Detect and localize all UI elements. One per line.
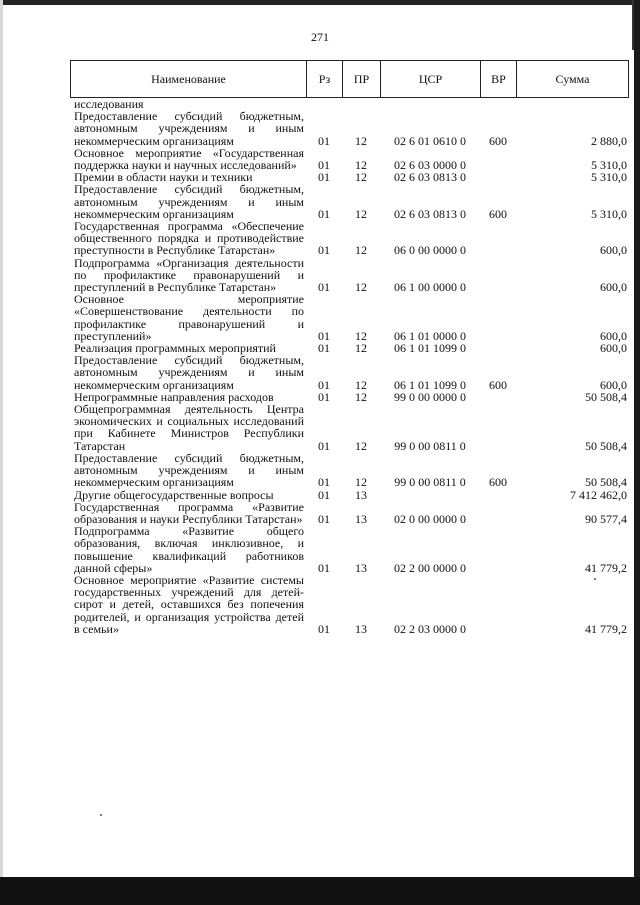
scan-border-bottom — [0, 877, 640, 905]
row-sum: 600,0 — [600, 243, 627, 258]
row-sum: 50 508,4 — [585, 475, 627, 490]
row-csr: 02 2 00 0000 0 — [394, 560, 466, 575]
table-row — [70, 525, 629, 574]
row-pr: 12 — [355, 170, 367, 185]
row-csr: 02 0 00 0000 0 — [394, 511, 466, 526]
row-csr: 06 1 01 1099 0 — [394, 377, 466, 392]
row-csr: 06 0 00 0000 0 — [394, 243, 466, 258]
table-row — [70, 147, 629, 171]
row-name: Премии в области науки и техники — [74, 170, 253, 185]
header-pr: ПР — [342, 61, 380, 97]
row-sum: 5 310,0 — [591, 158, 627, 173]
row-name: Подпрограмма «Развитие общего образования, включая инклюзивное, и повышение квалификаций работников данной сферы» — [74, 524, 304, 575]
row-rz: 01 — [318, 328, 330, 343]
table-row — [70, 110, 629, 147]
row-sum: 600,0 — [600, 328, 627, 343]
row-csr: 99 0 00 0811 0 — [394, 438, 466, 453]
row-rz: 01 — [318, 341, 330, 356]
scan-speck — [594, 578, 596, 580]
row-csr: 02 6 03 0813 0 — [394, 170, 466, 185]
row-csr: 02 2 03 0000 0 — [394, 621, 466, 636]
row-vr: 600 — [489, 133, 507, 148]
row-sum: 600,0 — [600, 377, 627, 392]
row-name: исследования — [74, 97, 144, 111]
table-row — [70, 403, 629, 452]
table-row — [70, 489, 629, 501]
row-sum: 50 508,4 — [585, 389, 627, 404]
row-name: Общепрограммная деятельность Центра экономических и социальных исследований при Кабинете Министров Республики Татарстан — [74, 402, 304, 453]
row-pr: 12 — [355, 133, 367, 148]
row-rz: 01 — [318, 377, 330, 392]
header-sum: Сумма — [516, 61, 629, 97]
scan-border-right — [634, 0, 640, 905]
row-name: Непрограммные направления расходов — [74, 389, 274, 404]
scan-speck — [100, 814, 102, 816]
row-csr: 99 0 00 0000 0 — [394, 389, 466, 404]
row-sum: 5 310,0 — [591, 206, 627, 221]
row-rz: 01 — [318, 511, 330, 526]
row-name: Предоставление субсидий бюджетным, автономным учреждениям и иным некоммерческим организациям — [74, 182, 304, 221]
table-row — [70, 183, 629, 220]
scan-border-top — [0, 0, 640, 5]
row-pr: 12 — [355, 438, 367, 453]
row-sum: 5 310,0 — [591, 170, 627, 185]
table-row — [70, 354, 629, 391]
row-csr: 06 1 01 1099 0 — [394, 341, 466, 356]
header-rz: Рз — [306, 61, 342, 97]
row-rz: 01 — [318, 133, 330, 148]
row-csr: 06 1 01 0000 0 — [394, 328, 466, 343]
row-csr: 02 6 03 0000 0 — [394, 158, 466, 173]
row-rz: 01 — [318, 206, 330, 221]
row-pr: 12 — [355, 377, 367, 392]
row-sum: 600,0 — [600, 280, 627, 295]
row-pr: 12 — [355, 341, 367, 356]
row-pr: 12 — [355, 389, 367, 404]
row-rz: 01 — [318, 243, 330, 258]
row-csr: 06 1 00 0000 0 — [394, 280, 466, 295]
row-name: Реализация программных мероприятий — [74, 341, 276, 356]
row-pr: 12 — [355, 158, 367, 173]
row-pr: 12 — [355, 280, 367, 295]
row-rz: 01 — [318, 487, 330, 502]
row-name: Предоставление субсидий бюджетным, автономным учреждениям и иным некоммерческим организациям — [74, 353, 304, 392]
row-rz: 01 — [318, 560, 330, 575]
row-pr: 12 — [355, 475, 367, 490]
header-csr: ЦСР — [380, 61, 480, 97]
row-sum: 600,0 — [600, 341, 627, 356]
table-body — [70, 98, 629, 635]
table-row — [70, 220, 629, 257]
row-pr: 13 — [355, 560, 367, 575]
row-sum: 50 508,4 — [585, 438, 627, 453]
row-rz: 01 — [318, 280, 330, 295]
row-name: Предоставление субсидий бюджетным, автономным учреждениям и иным некоммерческим организациям — [74, 109, 304, 148]
row-vr: 600 — [489, 377, 507, 392]
table-row — [70, 452, 629, 489]
row-rz: 01 — [318, 621, 330, 636]
row-name: Основное мероприятие «Государственная поддержка науки и научных исследований» — [74, 145, 304, 173]
row-name: Основное мероприятие «Совершенствование деятельности по профилактике правонарушений и преступлений» — [74, 292, 304, 343]
header-vr: ВР — [480, 61, 516, 97]
table-row — [70, 574, 629, 635]
row-rz: 01 — [318, 389, 330, 404]
header-name: Наименование — [70, 61, 306, 97]
row-rz: 01 — [318, 170, 330, 185]
row-sum: 90 577,4 — [585, 511, 627, 526]
row-vr: 600 — [489, 206, 507, 221]
scan-border-left — [0, 0, 3, 905]
table-row — [70, 293, 629, 342]
page-number: 271 — [311, 30, 329, 44]
row-name: Предоставление субсидий бюджетным, автономным учреждениям и иным некоммерческим организациям — [74, 450, 304, 490]
row-pr: 12 — [355, 328, 367, 343]
table-row — [70, 501, 629, 525]
row-pr: 12 — [355, 243, 367, 258]
row-name: Государственная программа «Обеспечение общественного порядка и противодействие преступности в Республике Татарстан» — [74, 219, 304, 258]
row-csr: 02 6 03 0813 0 — [394, 206, 466, 221]
table-row — [70, 257, 629, 294]
row-rz: 01 — [318, 438, 330, 453]
row-rz: 01 — [318, 475, 330, 490]
row-sum: 2 880,0 — [591, 133, 627, 148]
row-sum: 41 779,2 — [585, 560, 627, 575]
table-header — [70, 60, 629, 98]
row-csr: 99 0 00 0811 0 — [394, 475, 466, 490]
row-pr: 13 — [355, 487, 367, 502]
row-name: Основное мероприятие «Развитие системы государственных учреждений для детей-сирот и детей, оставшихся без попечения родителей, и организация устройства детей в семьи» — [74, 572, 304, 636]
row-rz: 01 — [318, 158, 330, 173]
row-pr: 13 — [355, 511, 367, 526]
row-pr: 12 — [355, 206, 367, 221]
row-csr: 02 6 01 0610 0 — [394, 133, 466, 148]
row-sum: 7 412 462,0 — [570, 487, 627, 502]
row-pr: 13 — [355, 621, 367, 636]
row-name: Другие общегосударственные вопросы — [74, 487, 274, 502]
row-name: Подпрограмма «Организация деятельности по профилактике правонарушений и преступлений в Республике Татарстан» — [74, 255, 304, 295]
row-vr: 600 — [489, 475, 507, 490]
row-name: Государственная программа «Развитие образования и науки Республики Татарстан» — [74, 499, 304, 526]
row-sum: 41 779,2 — [585, 621, 627, 636]
